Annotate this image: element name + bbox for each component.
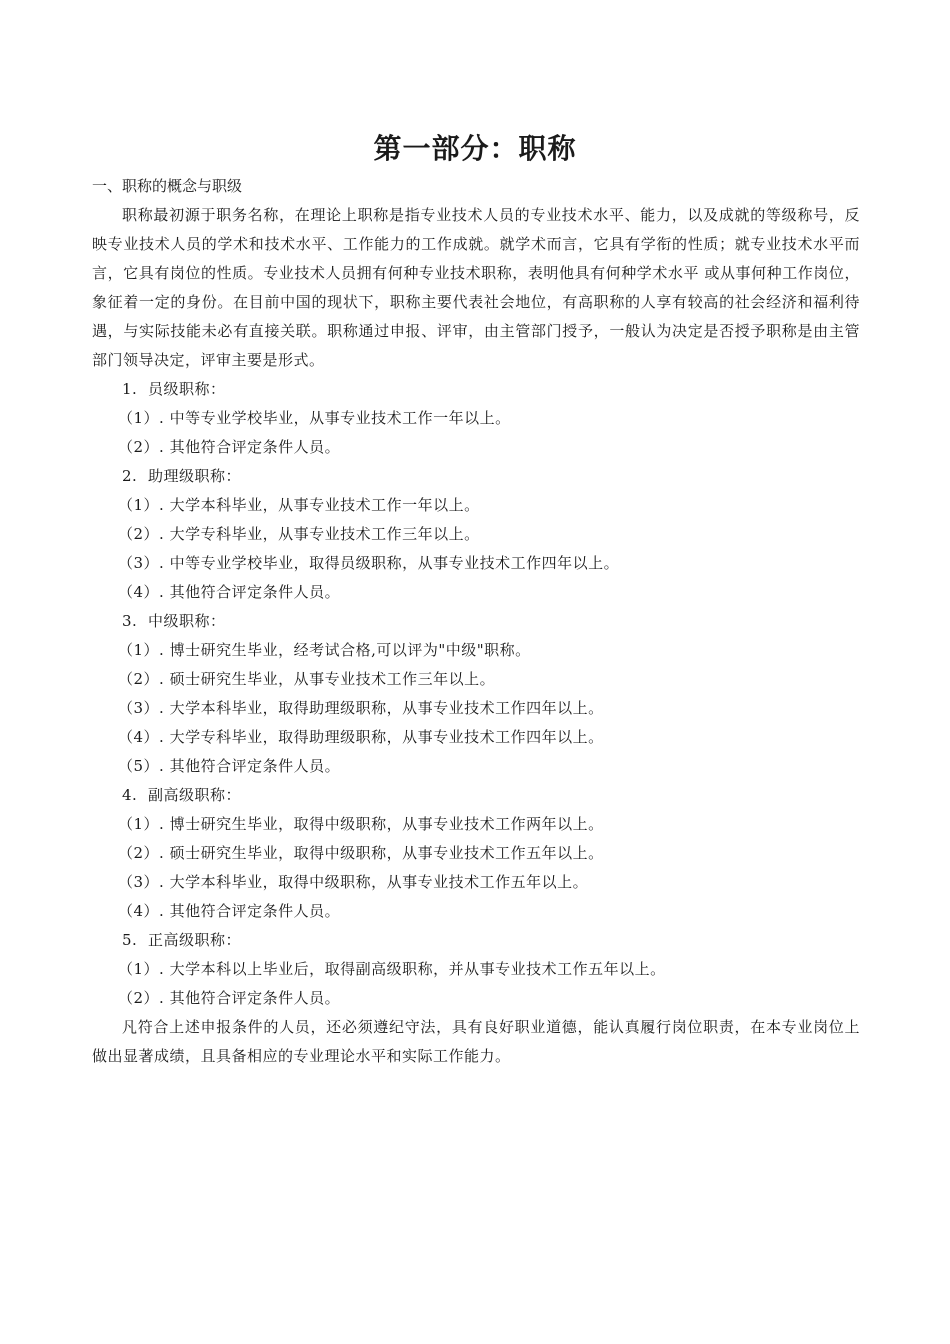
level-title: 助理级职称：: [148, 467, 242, 485]
level-number: 5.: [122, 931, 138, 949]
level-heading: [92, 781, 860, 810]
list-item: （1）. 大学本科以上毕业后，取得副高级职称，并从事专业技术工作五年以上。: [118, 960, 666, 978]
level-heading: [92, 375, 860, 404]
list-item: （2）. 大学专科毕业，从事专业技术工作三年以上。: [118, 525, 480, 543]
list-item: （3）. 大学本科毕业，取得助理级职称，从事专业技术工作四年以上。: [118, 699, 604, 717]
section-heading: 一、职称的概念与职级: [92, 177, 243, 195]
list-item: （2）. 硕士研究生毕业，取得中级职称，从事专业技术工作五年以上。: [118, 844, 604, 862]
level-number: 3.: [122, 612, 138, 630]
list-item: （4）. 大学专科毕业，取得助理级职称，从事专业技术工作四年以上。: [118, 728, 604, 746]
list-item: （1）. 中等专业学校毕业，从事专业技术工作一年以上。: [118, 409, 511, 427]
level-title: 正高级职称：: [148, 931, 242, 949]
document-body: [92, 172, 860, 1071]
list-item: （1）. 博士研究生毕业，取得中级职称，从事专业技术工作两年以上。: [118, 815, 604, 833]
intro-paragraph: 职称最初源于职务名称，在理论上职称是指专业技术人员的专业技术水平、能力，以及成就的等级称号，反映专业技术人员的学术和技术水平、工作能力的工作成就。就学术而言，它具有学衔的性质；就专业技术水平而言，它具有岗位的性质。专业技术人员拥有何种专业技术职称，表明他具有何种学术水平 或从事何种工作岗位，象征着一定的身份。在目前中国的现状下，职称主要代表社会地位，有高职称的人享有较高的社会经济和福利待遇，与实际技能未必有直接关联。职称通过申报、评审，由主管部门授予，一般认为决定是否授予职称是由主管部门领导决定，评审主要是形式。: [92, 206, 860, 369]
level-number: 1.: [122, 380, 138, 398]
level-title: 员级职称：: [148, 380, 226, 398]
page-title: 第一部分：职称: [373, 131, 577, 165]
level-heading: [92, 462, 860, 491]
level-heading: [92, 607, 860, 636]
level-number: 2.: [122, 467, 138, 485]
closing-paragraph: 凡符合上述申报条件的人员，还必须遵纪守法，具有良好职业道德，能认真履行岗位职责，在本专业岗位上做出显著成绩，且具备相应的专业理论水平和实际工作能力。: [92, 1018, 860, 1065]
list-item: （2）. 其他符合评定条件人员。: [118, 438, 341, 456]
list-item: （1）. 大学本科毕业，从事专业技术工作一年以上。: [118, 496, 480, 514]
list-item: （1）. 博士研究生毕业，经考试合格,可以评为"中级"职称。: [118, 641, 531, 659]
list-item: （5）. 其他符合评定条件人员。: [118, 757, 341, 775]
list-item: （3）. 大学本科毕业，取得中级职称，从事专业技术工作五年以上。: [118, 873, 589, 891]
list-item: （2）. 其他符合评定条件人员。: [118, 989, 341, 1007]
list-item: （4）. 其他符合评定条件人员。: [118, 583, 341, 601]
level-title: 中级职称：: [148, 612, 226, 630]
list-item: （2）. 硕士研究生毕业，从事专业技术工作三年以上。: [118, 670, 496, 688]
list-item: （3）. 中等专业学校毕业，取得员级职称，从事专业技术工作四年以上。: [118, 554, 620, 572]
level-title: 副高级职称：: [148, 786, 242, 804]
level-heading: [92, 926, 860, 955]
list-item: （4）. 其他符合评定条件人员。: [118, 902, 341, 920]
level-number: 4.: [122, 786, 138, 804]
